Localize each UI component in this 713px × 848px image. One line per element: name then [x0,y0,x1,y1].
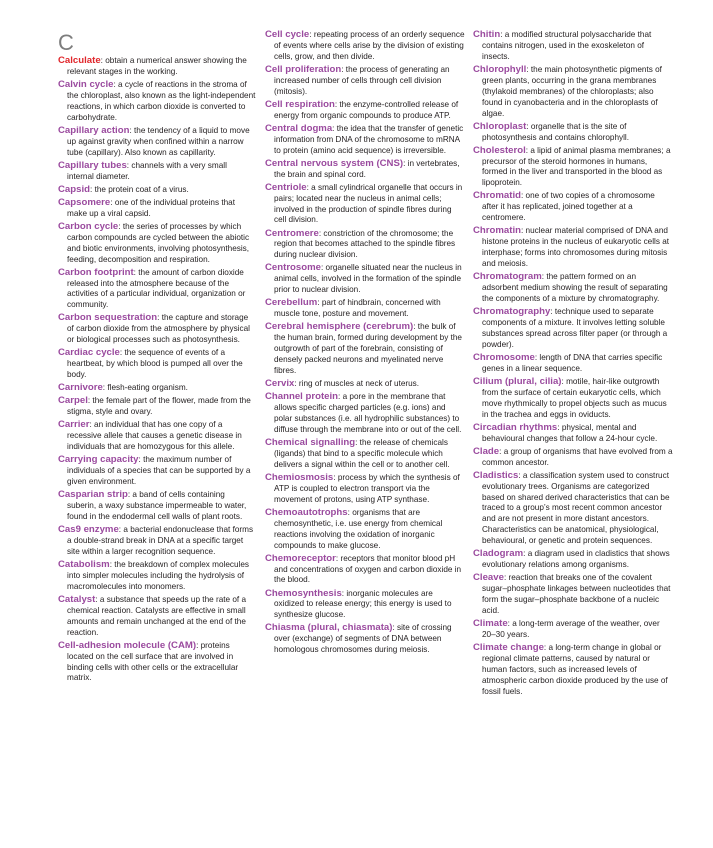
glossary-term: Chemoreceptor [265,552,336,564]
glossary-term: Cholesterol [473,144,526,156]
glossary-term: Carbon sequestration [58,312,158,324]
glossary-entry: Central dogma: the idea that the transfer of genetic information from DNA of the chromosome to mRNA to protein (amino acid sequence) is irreversible. [265,122,464,155]
glossary-term: Centromere [265,227,319,239]
glossary-entry: Chromosome: length of DNA that carries specific genes in a linear sequence. [473,351,663,373]
glossary-entry: Cell proliferation: the process of generating an increased number of cells through cell division (mitosis). [265,63,450,96]
glossary-term: Chloroplast [473,120,527,132]
glossary-entry: Clade: a group of organisms that have evolved from a common ancestor. [473,445,673,467]
glossary-definition: a pore in the membrane that allows specific charged particles (e.g. ions) and polar substances (i.e. all hydrophilic substances) to diffuse through the membrane into or out of the cell. [274,392,462,434]
glossary-term: Carbon cycle [58,220,119,232]
glossary-definition: the protein coat of a virus. [94,184,189,194]
glossary-entry: Centrosome: organelle situated near the nucleus in animal cells, involved in the formation of the spindle prior to nuclear division. [265,262,462,295]
glossary-term: Chitin [473,29,501,40]
glossary-definition: the female part of the flower, made from the stigma, style and ovary. [67,396,251,417]
glossary-term: Calculate [58,55,101,66]
glossary-entry: Cilium (plural, cilia): motile, hair-like outgrowth from the surface of certain eukaryotic cells, which move rhythmically to propel objects such as mucus in the trachea and eggs in oviducts. [473,375,667,419]
glossary-term: Chemical signalling [265,436,356,448]
glossary-definition: the release of chemicals (ligands) that bind to a specific molecule which delivers a signal within the cell or to another cell. [274,437,450,469]
glossary-entry: Centriole: a small cylindrical organelle that occurs in pairs; located near the nucleus in animal cells; involved in the production of spindle fibres during cell division. [265,181,463,225]
glossary-entry: Capillary tubes: channels with a very small internal diameter. [58,159,227,181]
glossary-entry: Chiasma (plural, chiasmata): site of crossing over (exchange) of segments of DNA between homologous chromosomes during meiosis. [265,622,452,655]
glossary-entry: Centromere: constriction of the chromosome; the region that becomes attached to the spindle fibres during nuclear division. [265,227,456,260]
glossary-term: Cladogram [473,548,524,560]
glossary-term: Centriole [265,181,307,193]
glossary-column-1 [58,56,256,687]
glossary-definition: inorganic molecules are oxidized to release energy; this energy is used to synthesize glucose. [274,588,452,620]
glossary-term: Cell cycle [265,29,310,40]
glossary-term: Centrosome [265,262,321,274]
glossary-definition: a substance that speeds up the rate of a chemical reaction. Catalysts are effective in small amounts and remain unchanged at the end of the reaction. [67,594,247,637]
glossary-term: Chlorophyll [473,63,527,75]
glossary-definition: repeating process of an orderly sequence of events where cells arise by the division of existing cells, grow, and then divide. [274,30,465,61]
glossary-entry: Carnivore: flesh-eating organism. [58,382,188,394]
glossary-entry: Climate: a long-term average of the weather, over 20–30 years. [473,618,660,639]
glossary-term: Carrier [58,419,90,431]
glossary-entry: Carbon cycle: the series of processes by which carbon compounds are cycled between the abiotic and biotic environments, involving photosynthesis, feeding, decomposition and respiration. [58,220,250,264]
glossary-definition: the idea that the transfer of genetic information from DNA of the chromosome to mRNA to protein (amino acid sequence) is irreversible. [274,123,464,155]
glossary-entry: Carrier: an individual that has one copy of a recessive allele that causes a genetic disease in individuals that are homozygous for this allele. [58,419,242,452]
glossary-term: Circadian rhythms [473,421,558,433]
glossary-entry: Chloroplast: organelle that is the site of photosynthesis and contains chlorophyll. [473,120,630,142]
glossary-definition: constriction of the chromosome; the region that becomes attached to the spindle fibres during nuclear division. [274,228,456,260]
glossary-term: Central dogma [265,122,333,134]
glossary-entry: Catalyst: a substance that speeds up the rate of a chemical reaction. Catalysts are effective in small amounts and remain unchanged at the end of the reaction. [58,593,247,637]
glossary-entry: Cholesterol: a lipid of animal plasma membranes; a precursor of the steroid hormones in humans, formed in the liver and transported in the blood as lipoprotein. [473,144,671,188]
glossary-entry: Cas9 enzyme: a bacterial endonuclease that forms a double-strand break in DNA at a specific target site within a larger recognition sequence. [58,524,254,556]
glossary-definition: a lipid of animal plasma membranes; a precursor of the steroid hormones in humans, formed in the liver and transported in the blood as lipoprotein. [482,145,671,188]
glossary-definition: the capture and storage of carbon dioxide from the atmosphere by physical or biological processes such as photosynthesis. [67,313,250,345]
glossary-definition: motile, hair-like outgrowth from the surface of certain eukaryotic cells, which move rhythmically to propel objects such as mucus in the trachea and eggs in oviducts. [482,376,667,419]
glossary-term: Clade [473,445,500,457]
glossary-entry: Cladistics: a classification system used to construct evolutionary trees. Organisms are categorized based on shared derived characteristics that can be traced to a group’s most recent common ancestor and are not present in more distant ancestors. Characteristics can be anatomical, physiological, behavioural, or genetic and protein sequences. [473,469,670,546]
glossary-term: Cervix [265,378,295,390]
glossary-term: Central nervous system (CNS) [265,157,404,169]
glossary-term: Chromatin [473,225,521,237]
glossary-definition: a bacterial endonuclease that forms a double-strand break in DNA at a specific target site within a larger recognition sequence. [67,525,254,556]
glossary-term: Carnivore [58,382,103,394]
glossary-term: Chromatography [473,306,551,318]
glossary-definition: flesh-eating organism. [107,383,188,393]
glossary-term: Chromatogram [473,271,542,283]
glossary-definition: one of two copies of a chromosome after it has replicated, joined together at a centromere. [482,191,655,223]
glossary-entry: Casparian strip: a band of cells containing suberin, a waxy substance impermeable to water, found in the endodermal cell walls of plant roots. [58,489,247,521]
glossary-term: Capsid [58,183,90,195]
glossary-entry: Climate change: a long-term change in global or regional climate patterns, caused by natural or human factors, such as increased levels of atmospheric carbon dioxide produced by the use of fossil fuels. [473,642,668,696]
glossary-entry: Cell cycle: repeating process of an orderly sequence of events where cells arise by the division of existing cells, grow, and then divide. [265,29,465,61]
glossary-entry: Cell-adhesion molecule (CAM): proteins located on the cell surface that are involved in binding cells with other cells or the extracellular matrix. [58,639,239,683]
glossary-definition: reaction that breaks one of the covalent sugar–phosphate linkages between nucleotides that form the sugar–phosphate backbone of a nucleic acid. [482,573,671,615]
glossary-entry: Chemoreceptor: receptors that monitor blood pH and concentrations of oxygen and carbon dioxide in the blood. [265,552,462,585]
glossary-entry: Capsomere: one of the individual proteins that make up a viral capsid. [58,196,235,218]
glossary-term: Chemoautotrophs [265,506,348,518]
glossary-term: Cleave [473,572,504,584]
glossary-definition: the breakdown of complex molecules into simpler molecules including the hydrolysis of macromolecules into monomers. [67,559,249,591]
glossary-term: Carrying capacity [58,454,139,466]
glossary-entry: Carpel: the female part of the flower, made from the stigma, style and ovary. [58,395,251,417]
glossary-term: Climate change [473,642,544,654]
glossary-definition: a classification system used to construct evolutionary trees. Organisms are categorized based on shared derived characteristics that can be traced to a group’s most recent common ancestor and are not present in more distant ancestors. Characteristics can be anatomical, physiological, behavioural, or genetic and protein sequences. [482,470,670,546]
glossary-term: Cell respiration [265,98,335,110]
glossary-entry: Chromatid: one of two copies of a chromosome after it has replicated, joined together at a centromere. [473,190,655,223]
glossary-definition: the process of generating an increased number of cells through cell division (mitosis). [274,64,450,96]
glossary-definition: organelle that is the site of photosynthesis and contains chlorophyll. [482,121,630,142]
glossary-definition: receptors that monitor blood pH and concentrations of oxygen and carbon dioxide in the blood. [274,553,462,585]
glossary-term: Carpel [58,395,88,407]
glossary-definition: length of DNA that carries specific genes in a linear sequence. [482,352,663,373]
glossary-definition: a cycle of reactions in the stroma of the chloroplast, also known as the light-independent reactions, in which carbon dioxide is converted to carbohydrate. [67,80,256,122]
glossary-term: Capillary tubes [58,159,127,171]
glossary-term: Cardiac cycle [58,347,120,359]
glossary-entry: Chitin: a modified structural polysaccharide that contains nitrogen, used in the exoskeleton of insects. [473,29,652,61]
glossary-definition: the maximum number of individuals of a species that can be supported by a given environment. [67,455,251,487]
glossary-entry: Chromatography: technique used to separate components of a mixture. It involves letting soluble substances spread across filter paper (or through a powder). [473,306,668,349]
glossary-definition: a modified structural polysaccharide that contains nitrogen, used in the exoskeleton of insects. [482,30,652,61]
glossary-term: Cell-adhesion molecule (CAM) [58,639,197,651]
glossary-definition: the enzyme-controlled release of energy from organic compounds to produce ATP. [274,99,459,120]
glossary-entry: Capillary action: the tendency of a liquid to move up against gravity when confined within a narrow tube (capillary). Also known as capillarity. [58,124,250,157]
glossary-term: Cell proliferation [265,63,342,75]
glossary-definition: the pattern formed on an adsorbent medium showing the result of separating the components of a mixture by chromatography. [482,272,668,303]
glossary-entry: Cardiac cycle: the sequence of events of a heartbeat, by which blood is pumped all over the body. [58,347,243,380]
glossary-definition: the tendency of a liquid to move up against gravity when confined within a narrow tube (capillary). Also known as capillarity. [67,125,250,157]
glossary-term: Casparian strip [58,489,128,501]
glossary-definition: physical, mental and behavioural changes that follow a 24-hour cycle. [482,422,658,443]
glossary-entry: Circadian rhythms: physical, mental and behavioural changes that follow a 24-hour cycle. [473,421,658,443]
glossary-definition: a diagram used in cladistics that shows evolutionary relations among organisms. [482,549,670,570]
glossary-term: Chemiosmosis [265,471,334,483]
glossary-entry: Cerebral hemisphere (cerebrum): the bulk of the human brain, formed during development by the outgrowth of part of the forebrain, consisting of densely packed neurons and myelinated nerve fibres. [265,321,462,375]
glossary-entry: Carbon footprint: the amount of carbon dioxide released into the atmosphere because of the activities of a particular individual, organization or community. [58,266,246,310]
glossary-column-2 [265,30,465,658]
glossary-definition: nuclear material comprised of DNA and histone proteins in the nucleus of eukaryotic cells at interphase; forms into chromosomes during mitosis and meiosis. [482,226,670,269]
glossary-definition: obtain a numerical answer showing the relevant stages in the working. [67,56,247,76]
glossary-definition: in vertebrates, the brain and spinal cord. [274,158,460,179]
glossary-term: Chromosome [473,351,535,363]
section-letter: C [58,30,74,55]
glossary-definition: an individual that has one copy of a recessive allele that causes a genetic disease in individuals that are homozygous for this allele. [67,420,242,452]
glossary-term: Capsomere [58,196,111,208]
glossary-entry: Cervix: ring of muscles at neck of uterus. [265,378,420,390]
glossary-entry: Cell respiration: the enzyme-controlled release of energy from organic compounds to produce ATP. [265,98,459,120]
glossary-definition: technique used to separate components of a mixture. It involves letting soluble substances spread across filter paper (or through a powder). [482,307,668,349]
glossary-definition: one of the individual proteins that make up a viral capsid. [67,197,235,218]
glossary-entry: Chemical signalling: the release of chemicals (ligands) that bind to a specific molecule which delivers a signal within the cell or to another cell. [265,436,450,469]
glossary-term: Chiasma (plural, chiasmata) [265,622,393,634]
glossary-definition: the amount of carbon dioxide released into the atmosphere because of the activities of a particular individual, organization or community. [67,267,246,310]
glossary-entry: Calculate: obtain a numerical answer showing the relevant stages in the working. [58,55,247,76]
glossary-term: Capillary action [58,124,130,136]
glossary-entry: Chemoautotrophs: organisms that are chemosynthetic, i.e. use energy from chemical reactions involving the oxidation of inorganic compounds to make glucose. [265,506,443,550]
glossary-entry: Carbon sequestration: the capture and storage of carbon dioxide from the atmosphere by physical or biological processes such as photosynthesis. [58,312,250,345]
glossary-entry: Cladogram: a diagram used in cladistics that shows evolutionary relations among organisms. [473,548,670,570]
glossary-definition: a band of cells containing suberin, a waxy substance impermeable to water, found in the endodermal cell walls of plant roots. [67,490,247,521]
glossary-term: Channel protein [265,391,339,403]
glossary-term: Chemosynthesis [265,587,342,599]
glossary-definition: site of crossing over (exchange) of segments of DNA between homologous chromosomes during meiosis. [274,623,452,655]
glossary-definition: the bulk of the human brain, formed during development by the outgrowth of part of the forebrain, consisting of densely packed neurons and myelinated nerve fibres. [274,322,462,375]
glossary-definition: a small cylindrical organelle that occurs in pairs; located near the nucleus in animal cells; involved in the production of spindle fibres during cell division. [274,182,463,225]
glossary-definition: a long-term average of the weather, over 20–30 years. [482,619,660,639]
glossary-term: Cladistics [473,469,519,481]
glossary-term: Climate [473,618,508,630]
glossary-term: Cerebellum [265,297,318,309]
glossary-entry: Capsid: the protein coat of a virus. [58,183,189,195]
glossary-definition: channels with a very small internal diameter. [67,160,227,181]
glossary-definition: the sequence of events of a heartbeat, by which blood is pumped all over the body. [67,348,243,380]
glossary-entry: Catabolism: the breakdown of complex molecules into simpler molecules including the hydrolysis of macromolecules into monomers. [58,558,249,591]
glossary-term: Carbon footprint [58,266,134,278]
glossary-definition: a group of organisms that have evolved from a common ancestor. [482,446,673,467]
glossary-column-3 [473,30,673,700]
glossary-term: Catalyst [58,593,96,605]
glossary-definition: organelle situated near the nucleus in animal cells, involved in the formation of the spindle prior to nuclear division. [274,263,462,295]
glossary-term: Cerebral hemisphere (cerebrum) [265,321,414,333]
glossary-term: Cilium (plural, cilia) [473,375,562,387]
glossary-entry: Cerebellum: part of hindbrain, concerned with muscle tone, posture and movement. [265,297,441,319]
glossary-term: Calvin cycle [58,79,114,90]
glossary-definition: the main photosynthetic pigments of green plants, occurring in the grana membranes (thylakoid membranes) of the chloroplasts; also found in cyanobacteria and in the chloroplasts of algae. [482,64,662,118]
glossary-entry: Calvin cycle: a cycle of reactions in the stroma of the chloroplast, also known as the light-independent reactions, in which carbon dioxide is converted to carbohydrate. [58,79,256,122]
glossary-definition: proteins located on the cell surface that are involved in binding cells with other cells or the extracellular matrix. [67,640,239,683]
glossary-term: Catabolism [58,558,110,570]
glossary-entry: Channel protein: a pore in the membrane that allows specific charged particles (e.g. ions) and polar substances (i.e. all hydrophilic substances) to diffuse through the membrane into or out of the cell. [265,391,462,434]
glossary-definition: part of hindbrain, concerned with muscle tone, posture and movement. [274,298,441,319]
glossary-entry: Chromatin: nuclear material comprised of DNA and histone proteins in the nucleus of eukaryotic cells at interphase; forms into chromosomes during mitosis and meiosis. [473,225,670,269]
glossary-definition: process by which the synthesis of ATP is coupled to electron transport via the movement of protons, using ATP synthase. [274,472,460,504]
glossary-entry: Chlorophyll: the main photosynthetic pigments of green plants, occurring in the grana membranes (thylakoid membranes) of the chloroplasts; also found in cyanobacteria and in the chloroplasts of algae. [473,63,662,118]
glossary-definition: ring of muscles at neck of uterus. [298,379,420,389]
glossary-entry: Chemiosmosis: process by which the synthesis of ATP is coupled to electron transport via the movement of protons, using ATP synthase. [265,471,460,504]
glossary-definition: organisms that are chemosynthetic, i.e. use energy from chemical reactions involving the oxidation of inorganic compounds to make glucose. [274,507,443,550]
glossary-term: Cas9 enzyme [58,524,119,536]
glossary-entry: Central nervous system (CNS): in vertebrates, the brain and spinal cord. [265,157,460,179]
glossary-term: Chromatid [473,190,521,202]
glossary-entry: Chemosynthesis: inorganic molecules are oxidized to release energy; this energy is used to synthesize glucose. [265,587,452,620]
glossary-entry: Carrying capacity: the maximum number of individuals of a species that can be supported by a given environment. [58,454,251,487]
glossary-entry: Chromatogram: the pattern formed on an adsorbent medium showing the result of separating the components of a mixture by chromatography. [473,271,668,303]
glossary-definition: the series of processes by which carbon compounds are cycled between the abiotic and biotic environments, involving photosynthesis, feeding, decomposition and respiration. [67,221,250,264]
glossary-entry: Cleave: reaction that breaks one of the covalent sugar–phosphate linkages between nucleotides that form the sugar–phosphate backbone of a nucleic acid. [473,572,671,615]
glossary-definition: a long-term change in global or regional climate patterns, caused by natural or human factors, such as increased levels of atmospheric carbon dioxide produced by the use of fossil fuels. [482,643,668,696]
